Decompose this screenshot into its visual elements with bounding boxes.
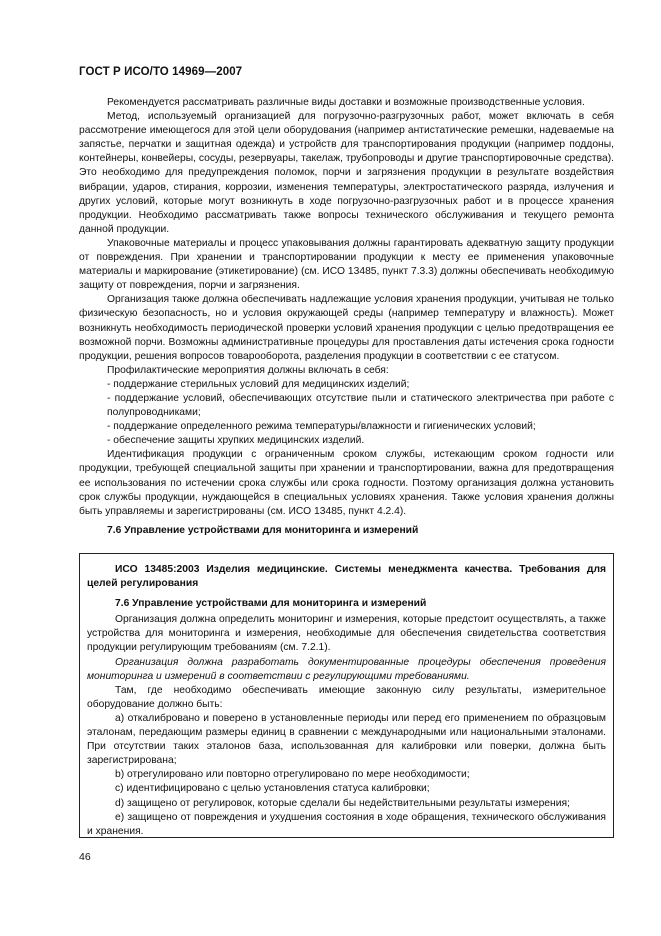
box-paragraph-italic: Организация должна разработать документированные процедуры обеспечения проведения мониторинга и измерений в соответствии с регулирующими требованиями. [87,656,606,682]
list-item: - поддержание стерильных условий для медицинских изделий; [107,378,410,390]
box-paragraph: Организация должна определить мониторинг и измерения, которые предстоит осуществлять, а также устройства для мониторинга и измерения, необходимые для обеспечения свидетельства соответствия продукции регулирующим требованиям (см. 7.2.1). [87,614,606,654]
box-list-item: b) отрегулировано или повторно отрегулировано по мере необходимости; [115,769,470,781]
box-paragraph: Там, где необходимо обеспечивать имеющие законную силу результаты, измерительное оборудование должно быть: [87,684,606,710]
list-item: - поддержание определенного режима температуры/влажности и гигиенических условий; [107,421,536,433]
box-list-item: d) защищено от регулировок, которые сделали бы недействительными результаты измерения; [115,797,570,809]
box-list-item: a) откалибровано и поверено в установленные периоды или перед его применением по образцовым эталонам, передающим размеры единиц в сравнении с международными или национальными эталонами. При отсутствии таких эталонов база, использованная для калибровки или поверки, должна быть зарегистрирована; [87,712,606,767]
box-section-heading: 7.6 Управление устройствами для мониторинга и измерений [115,598,427,610]
box-title: ИСО 13485:2003 Изделия медицинские. Системы менеджмента качества. Требования для целей регулирования [87,564,606,590]
box-list-item: c) идентифицировано с целью установления статуса калибровки; [115,783,430,795]
paragraph: Профилактические мероприятия должны включать в себя: [107,364,389,376]
paragraph: Рекомендуется рассматривать различные виды доставки и возможные производственные условия. [107,97,585,108]
document-header: ГОСТ Р ИСО/ТО 14969—2007 [79,66,243,78]
list-item: - обеспечение защиты хрупких медицинских изделий. [107,435,365,447]
page-number: 46 [79,851,91,863]
paragraph: Метод, используемый организацией для погрузочно-разгрузочных работ, может включать в себя рассмотрение имеющегося для этой цели оборудования (например антистатические ремешки, надеваемые на запястье, перчатки и защитная одежда) и устройств для транспортирования продукции (например поддоны, контейнеры, конвейеры, сосуды, резервуары, такелаж, трубопроводы и другие транспортировочные средства). Это необходимо для предупреждения поломок, порчи и загрязнения продукции в результате воздействия вибрации, ударов, стирания, коррозии, изменения температуры, электростатического разряда, излучения и других условий, которые могут возникнуть в ходе погрузочно-разгрузочных работ и в процессе хранения продукции. Необходимо рассматривать также вопросы технического обслуживания и текущего ремонта данной продукции. [79,111,614,235]
quoted-standard-box [79,553,614,838]
section-heading: 7.6 Управление устройствами для мониторинга и измерений [107,524,419,536]
box-list-item: e) защищено от повреждения и ухудшения состояния в ходе обращения, технического обслуживания и хранения. [87,811,606,837]
paragraph: Организация также должна обеспечивать надлежащие условия хранения продукции, учитывая не только физическую безопасность, но и условия окружающей среды (например температуру и влажность). Может возникнуть необходимость периодической проверки условий хранения продукции с целью предотвращения ее возможной порчи. Возможны административные процедуры для проставления даты истечения срока годности продукции, решения вопросов товарооборота, разделения продукции в соответствии с ее статусом. [79,294,614,362]
main-text [79,96,614,538]
paragraph: Идентификация продукции с ограниченным сроком службы, истекающим сроком годности или продукции, требующей специальной защиты при хранении и транспортировании, важна для предотвращения ее использования по истечении срока службы или срока годности. Поэтому организация должна установить срок службы продукции, нуждающейся в специальных условиях хранения. Также условия хранения должны быть управляемы и зарегистрированы (см. ИСО 13485, пункт 4.2.4). [79,449,614,517]
list-item: - поддержание условий, обеспечивающих отсутствие пыли и статического электричества при работе с полупроводниками; [107,392,614,419]
paragraph: Упаковочные материалы и процесс упаковывания должны гарантировать адекватную защиту продукции от повреждения. При хранении и транспортировании продукции к месту ее применения упаковочные материалы и маркирование (этикетирование) (см. ИСО 13485, пункт 7.3.3) должны обеспечивать необходимую защиту от повреждения, порчи и загрязнения. [79,237,614,292]
